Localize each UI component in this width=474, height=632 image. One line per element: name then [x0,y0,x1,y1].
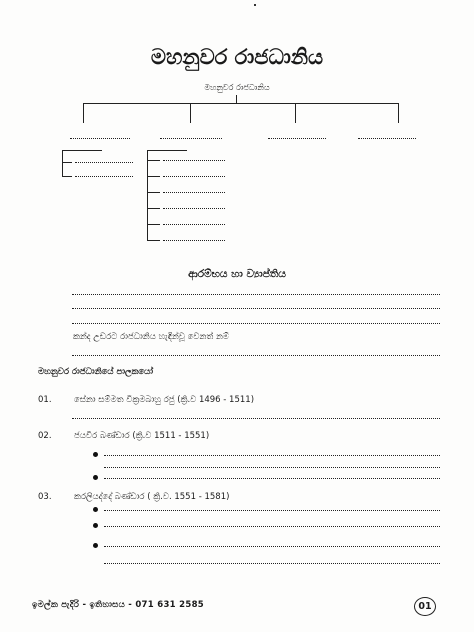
sub-branch-1-blank-2 [75,176,133,177]
tree-drop-1 [83,103,84,123]
tree-drop-3 [295,103,296,123]
sub-branch-2-blank-2 [163,176,225,177]
scan-speck [254,4,256,6]
ruler-1-line [72,418,440,419]
sub-branch-2-tick-1 [147,160,160,161]
sub-branch-2-blank-6 [163,240,225,241]
sub-branch-1-tick-1 [62,162,72,163]
sub-branch-1-top [62,150,102,151]
ruler-2-line-3 [104,478,440,479]
ruler-2-line-1 [104,455,440,456]
answer-line-1 [72,294,440,295]
tree-stem [236,95,237,103]
ruler-1-text: සේනා සම්මත වික්‍රමබාහු රජු (ක්‍රි.ව 1496 - 1511) [74,395,255,405]
answer-line-4 [72,355,440,356]
sub-branch-2-blank-5 [163,224,225,225]
sub-branch-2-tick-2 [147,176,160,177]
sub-branch-2-vertical [147,150,148,241]
tree-crossbar [83,103,399,104]
bullet [93,523,98,528]
footer-contact: ඉමල්ක පැදිරි - ඉතිහාසය - 071 631 2585 [32,600,204,610]
bullet [93,507,98,512]
section-heading: ආරම්භය හා ව්‍යාප්තිය [188,268,286,280]
branch-blank-1 [70,138,130,139]
sub-branch-1-tick-2 [62,176,72,177]
tree-drop-2 [190,103,191,123]
ruler-1-number: 01. [38,395,52,405]
sub-branch-2-tick-4 [147,208,160,209]
ruler-2-number: 02. [38,431,52,441]
question-label: කන්ද උඩරට රාජධානිය හැඳින්වූ වෙනත් නම් [73,332,230,342]
rulers-heading: මහනුවර රාජධානියේ පාලකයෝ [38,367,154,377]
ruler-2-text: ජයවීර බණ්ඩාර (ක්‍රි.ව 1511 - 1551) [74,431,210,441]
bullet [93,543,98,548]
sub-branch-2-tick-3 [147,192,160,193]
ruler-3-line-1 [104,510,440,511]
answer-line-3 [72,323,440,324]
sub-branch-1-blank-1 [75,162,133,163]
answer-line-2 [72,308,440,309]
sub-branch-2-top [147,150,187,151]
diagram-root-label: මහනුවර රාජධානිය [204,83,270,92]
ruler-3-line-2 [104,526,440,527]
bullet [93,475,98,480]
bullet [93,452,98,457]
ruler-3-text: කරලියද්දේ බණ්ඩාර ( ක්‍රි.ව. 1551 - 1581) [74,492,230,502]
sub-branch-2-blank-4 [163,208,225,209]
sub-branch-2-blank-3 [163,192,225,193]
tree-drop-4 [398,103,399,123]
sub-branch-2-tick-6 [147,240,160,241]
branch-blank-2 [160,138,222,139]
sub-branch-1-vertical [62,150,63,176]
branch-blank-4 [358,138,416,139]
ruler-3-line-4 [104,563,440,564]
ruler-2-line-2 [104,467,440,468]
page-number: 01 [414,597,436,616]
sub-branch-2-tick-5 [147,224,160,225]
page-title: මහනුවර රාජධානිය [150,44,324,69]
ruler-3-line-3 [104,546,440,547]
ruler-3-number: 03. [38,492,52,502]
branch-blank-3 [268,138,326,139]
sub-branch-2-blank-1 [163,160,225,161]
